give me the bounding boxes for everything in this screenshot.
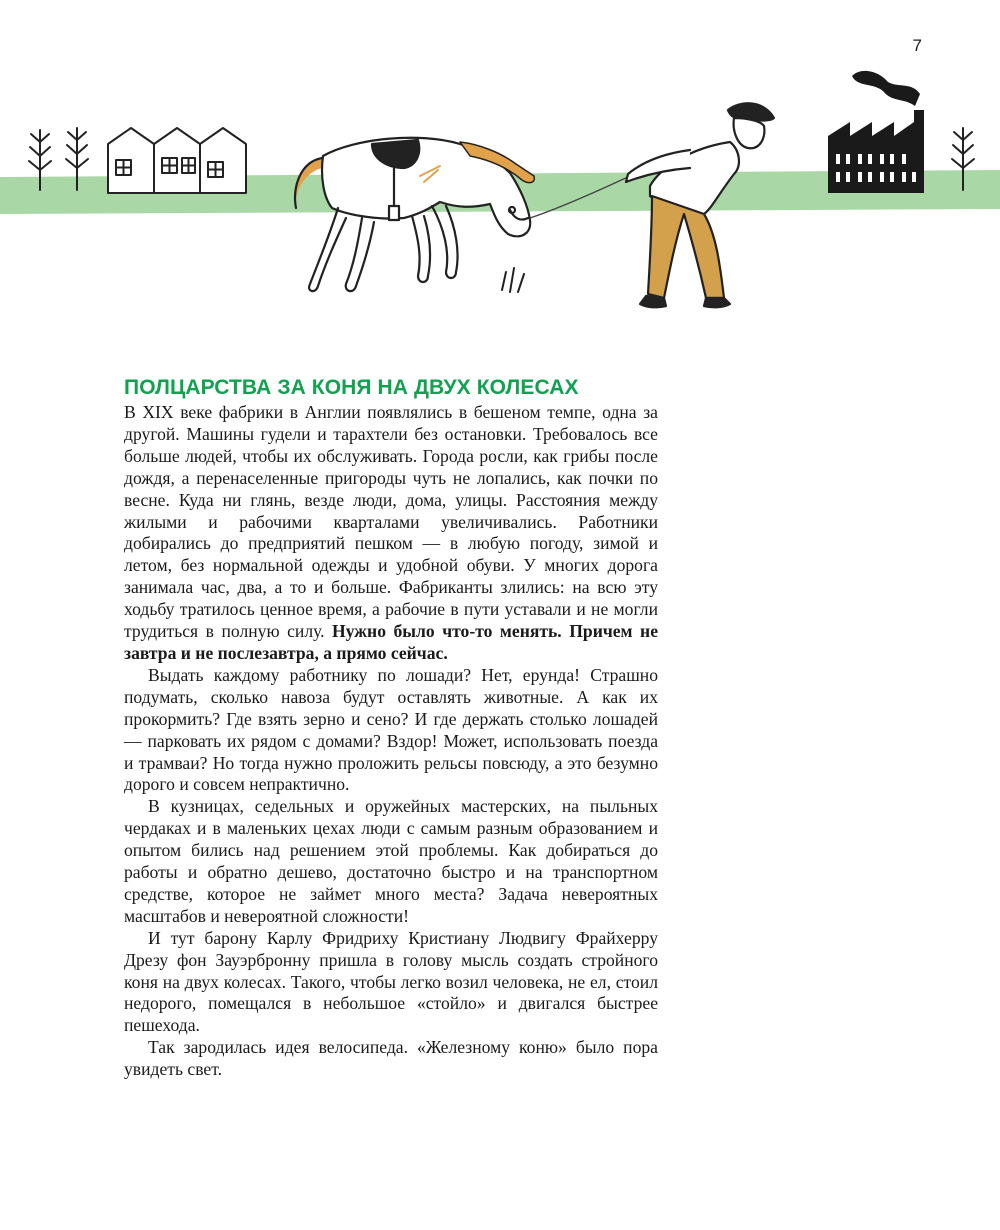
houses-icon [108, 128, 246, 193]
paragraph-1-emphasis: Нужно было что-то менять. Причем не завтра и не послезавтра, а прямо сейчас. [124, 621, 659, 663]
grass-tuft-icon [502, 268, 524, 292]
paragraph-3: В кузницах, седельных и оружейных мастерских, на пыльных чердаках и в маленьких цехах люди с самым разным образованием и опытом бились над решением этой проблемы. Как добираться до работы и обратно дешево, достаточно быстро и на транспортном средстве, которое не займет много места? Задача невероятных масштабов и невероятной сложности! [124, 796, 658, 926]
page-number: 7 [912, 36, 922, 55]
factory-icon [828, 71, 924, 193]
article-heading: ПОЛЦАРСТВА ЗА КОНЯ НА ДВУХ КОЛЕСАХ [124, 376, 579, 399]
header-illustration [0, 58, 1000, 320]
paragraph-2: Выдать каждому работнику по лошади? Нет, ерунда! Страшно подумать, сколько навоза будут оставлять животные. А как их прокормить? Где взять зерно и сено? И где держать столько лошадей — парковать их рядом с домами? Вздор! Может, использовать поезда и трамваи? Но тогда нужно проложить рельсы повсюду, а это безумно дорого и совсем непрактично. [124, 664, 658, 795]
horse-icon [295, 138, 534, 291]
paragraph-4: И тут барону Карлу Фридриху Кристиану Людвигу Фрайхерру Дрезу фон Зауэрбронну пришла в голову мысль создать стройного коня на двух колесах. Такого, чтобы легко возил человека, не ел, стоил недорого, помещался в небольшое «стойло» и двигался быстрее пешехода. [124, 927, 658, 1036]
paragraph-1 [124, 402, 658, 665]
paragraph-1-text: В XIX веке фабрики в Англии появлялись в бешеном темпе, одна за другой. Машины гудели и тарахтели без остановки. Требовалось все больше людей, чтобы их обслуживать. Города росли, как грибы после дождя, а перенаселенные пригороды чуть не лопались, как почки по весне. Куда ни глянь, везде люди, дома, улицы. Расстояния между жилыми и рабочими кварталами увеличивались. Работники добирались до предприятий пешком — в любую погоду, зимой и летом, без нормальной одежды и удобной обуви. У многих дорога занимала час, два, а то и больше. Фабриканты злились: на всю эту ходьбу тратилось ценное время, а рабочие в пути уставали и не могли трудиться в полную силу. [124, 402, 658, 642]
paragraph-5: Так зародилась идея велосипеда. «Железному коню» было пора увидеть свет. [124, 1037, 658, 1080]
article [124, 374, 658, 1081]
